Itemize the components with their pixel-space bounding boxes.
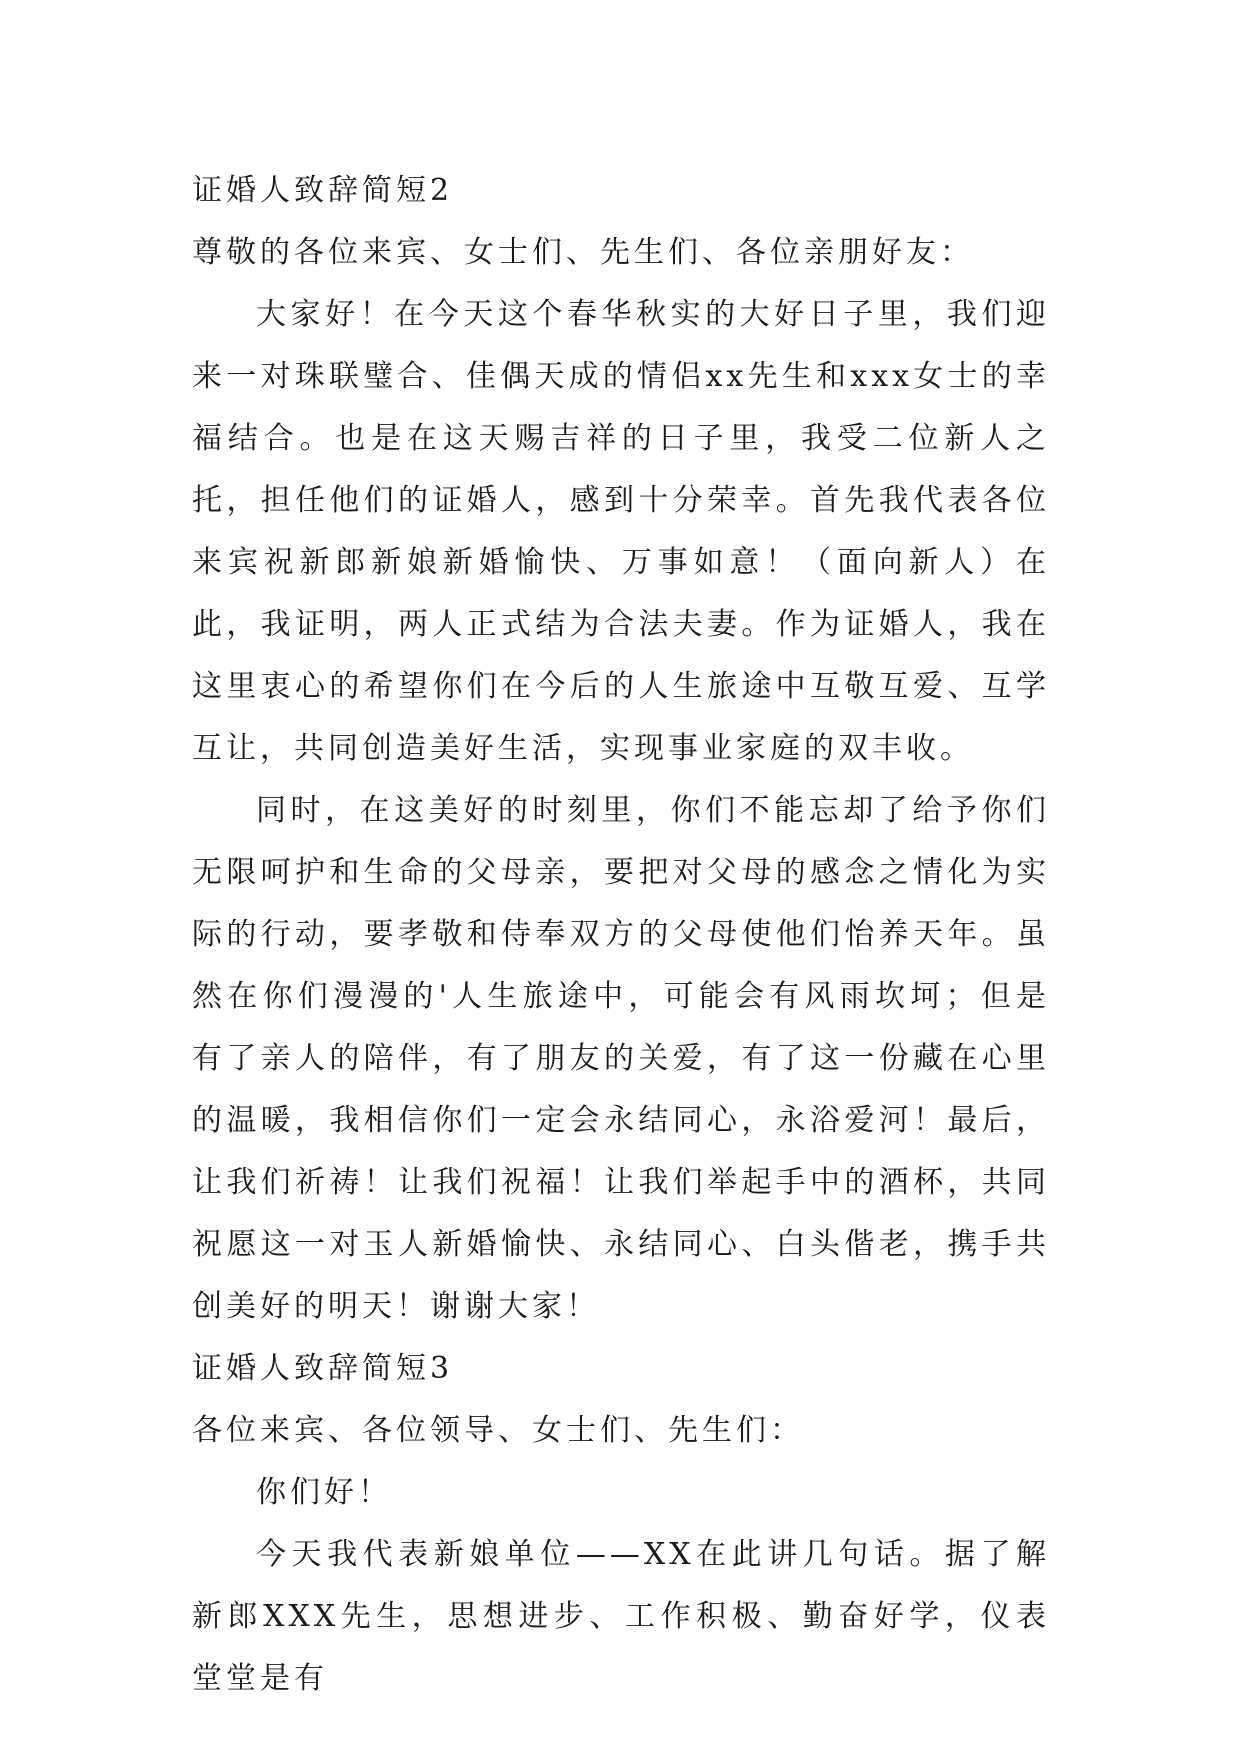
salutation: 各位来宾、各位领导、女士们、先生们：	[192, 1413, 804, 1448]
salutation: 尊敬的各位来宾、女士们、先生们、各位亲朋好友：	[192, 235, 974, 270]
section-heading: 证婚人致辞简短3	[192, 1351, 454, 1386]
body-paragraph: 同时，在这美好的时刻里，你们不能忘却了给予你们无限呵护和生命的父母亲，要把对父母的感念之情化为实际的行动，要孝敬和侍奉双方的父母使他们怡养天年。虽然在你们漫漫的'人生旅途中，可能会有风雨坎坷；但是有了亲人的陪伴，有了朋友的关爱，有了这一份藏在心里的温暖，我相信你们一定会永结同心，永浴爱河！最后，让我们祈祷！让我们祝福！让我们举起手中的酒杯，共同祝愿这一对玉人新婚愉快、永结同心、白头偕老，携手共创美好的明天！谢谢大家！	[192, 793, 1050, 1324]
body-paragraph: 大家好！在今天这个春华秋实的大好日子里，我们迎来一对珠联璧合、佳偶天成的情侣xx先生和xxx女士的幸福结合。也是在这天赐吉祥的日子里，我受二位新人之托，担任他们的证婚人，感到十分荣幸。首先我代表各位来宾祝新郎新娘新婚愉快、万事如意！（面向新人）在此，我证明，两人正式结为合法夫妻。作为证婚人，我在这里衷心的希望你们在今后的人生旅途中互敬互爱、互学互让，共同创造美好生活，实现事业家庭的双丰收。	[192, 297, 1050, 766]
section-heading: 证婚人致辞简短2	[192, 173, 454, 208]
body-paragraph: 你们好！	[256, 1475, 392, 1510]
document-body	[192, 160, 1050, 1710]
body-paragraph: 今天我代表新娘单位——XX在此讲几句话。据了解新郎XXX先生，思想进步、工作积极、勤奋好学，仪表堂堂是有	[192, 1537, 1050, 1696]
